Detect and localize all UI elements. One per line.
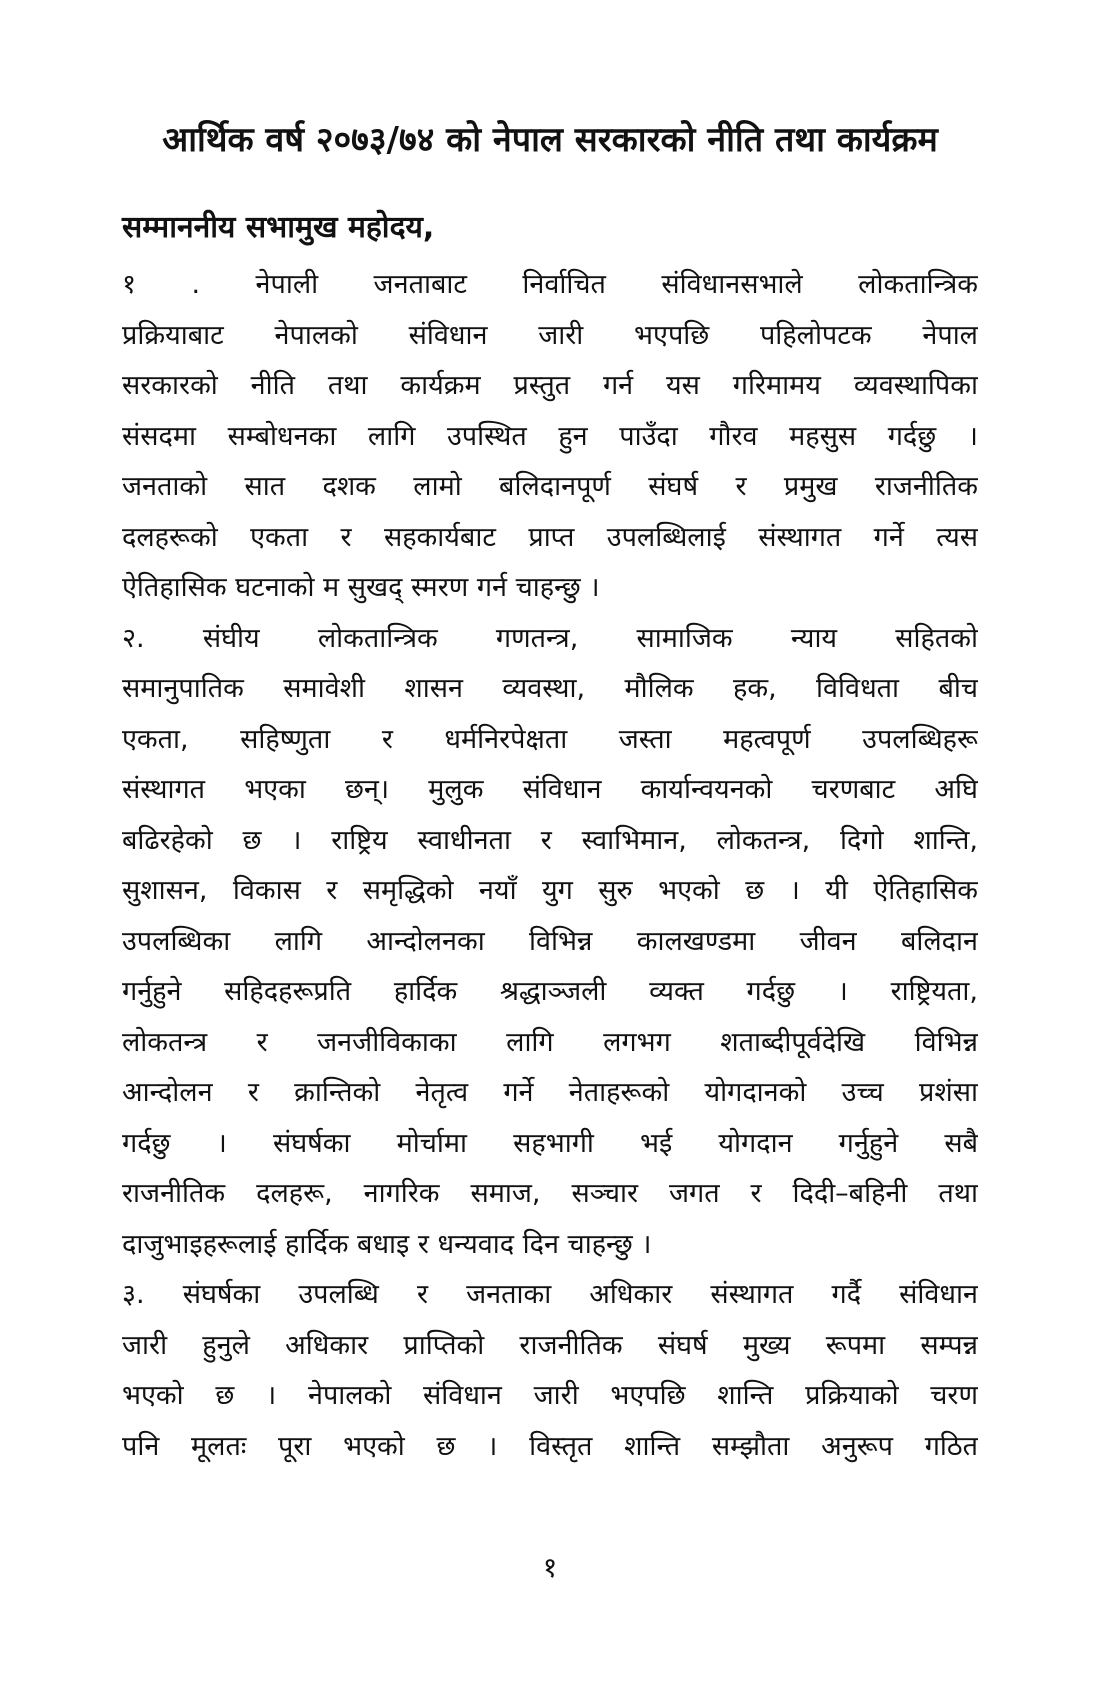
text-line: संस्थागत भएका छन्। मुलुक संविधान कार्यान्वयनको चरणबाट अघि [122,774,978,805]
document-title: आर्थिक वर्ष २०७३/७४ को नेपाल सरकारको नीति तथा कार्यक्रम [162,120,938,160]
text-line: राजनीतिक दलहरू, नागरिक समाज, सञ्चार जगत र दिदी–बहिनी तथा [122,1178,978,1209]
text-line: १ . नेपाली जनताबाट निर्वाचित संविधानसभाले लोकतान्त्रिक [122,269,978,300]
text-line: एकता, सहिष्णुता र धर्मनिरपेक्षता जस्ता महत्वपूर्ण उपलब्धिहरू [122,723,978,755]
text-line: दाजुभाइहरूलाई हार्दिक बधाइ र धन्यवाद दिन चाहन्छु । [122,1228,652,1260]
text-line: पनि मूलतः पूरा भएको छ । विस्तृत शान्ति सम्झौता अनुरूप गठित [122,1430,978,1462]
text-line: जारी हुनुले अधिकार प्राप्तिको राजनीतिक संघर्ष मुख्य रूपमा सम्पन्न [122,1329,978,1361]
salutation: सम्माननीय सभामुख महोदय, [122,210,435,245]
text-line: प्रक्रियाबाट नेपालको संविधान जारी भएपछि पहिलोपटक नेपाल [122,319,978,351]
text-line: उपलब्धिका लागि आन्दोलनका विभिन्न कालखण्डमा जीवन बलिदान [122,925,978,957]
text-line: सरकारको नीति तथा कार्यक्रम प्रस्तुत गर्न यस गरिमामय व्यवस्थापिका [122,370,978,401]
text-line: बढिरहेको छ । राष्ट्रिय स्वाधीनता र स्वाभिमान, लोकतन्त्र, दिगो शान्ति, [122,824,978,856]
text-line: दलहरूको एकता र सहकार्यबाट प्राप्त उपलब्धिलाई संस्थागत गर्ने त्यस [122,521,978,553]
text-line: सुशासन, विकास र समृद्धिको नयाँ युग सुरु भएको छ । यी ऐतिहासिक [122,875,978,906]
body-text [122,260,978,1472]
text-line: ३. संघर्षका उपलब्धि र जनताका अधिकार संस्थागत गर्दै संविधान [122,1279,978,1310]
text-line: लोकतन्त्र र जनजीविकाका लागि लगभग शताब्दीपूर्वदेखि विभिन्न [122,1026,978,1058]
text-line: गर्दछु । संघर्षका मोर्चामा सहभागी भई योगदान गर्नुहुने सबै [122,1127,978,1159]
text-line: गर्नुहुने सहिदहरूप्रति हार्दिक श्रद्धाञ्जली व्यक्त गर्दछु । राष्ट्रियता, [122,976,978,1007]
page-number: १ [542,1551,558,1584]
text-line: संसदमा सम्बोधनका लागि उपस्थित हुन पाउँदा गौरव महसुस गर्दछु । [122,420,978,452]
text-line: २. संघीय लोकतान्त्रिक गणतन्त्र, सामाजिक न्याय सहितको [122,622,978,654]
text-line: आन्दोलन र क्रान्तिको नेतृत्व गर्ने नेताहरूको योगदानको उच्च प्रशंसा [122,1077,978,1108]
text-line: भएको छ । नेपालको संविधान जारी भएपछि शान्ति प्रक्रियाको चरण [122,1380,978,1411]
text-line: समानुपातिक समावेशी शासन व्यवस्था, मौलिक हक, विविधता बीच [122,673,978,704]
text-line: जनताको सात दशक लामो बलिदानपूर्ण संघर्ष र प्रमुख राजनीतिक [122,471,978,502]
text-line: ऐतिहासिक घटनाको म सुखद् स्मरण गर्न चाहन्छु । [122,572,600,603]
